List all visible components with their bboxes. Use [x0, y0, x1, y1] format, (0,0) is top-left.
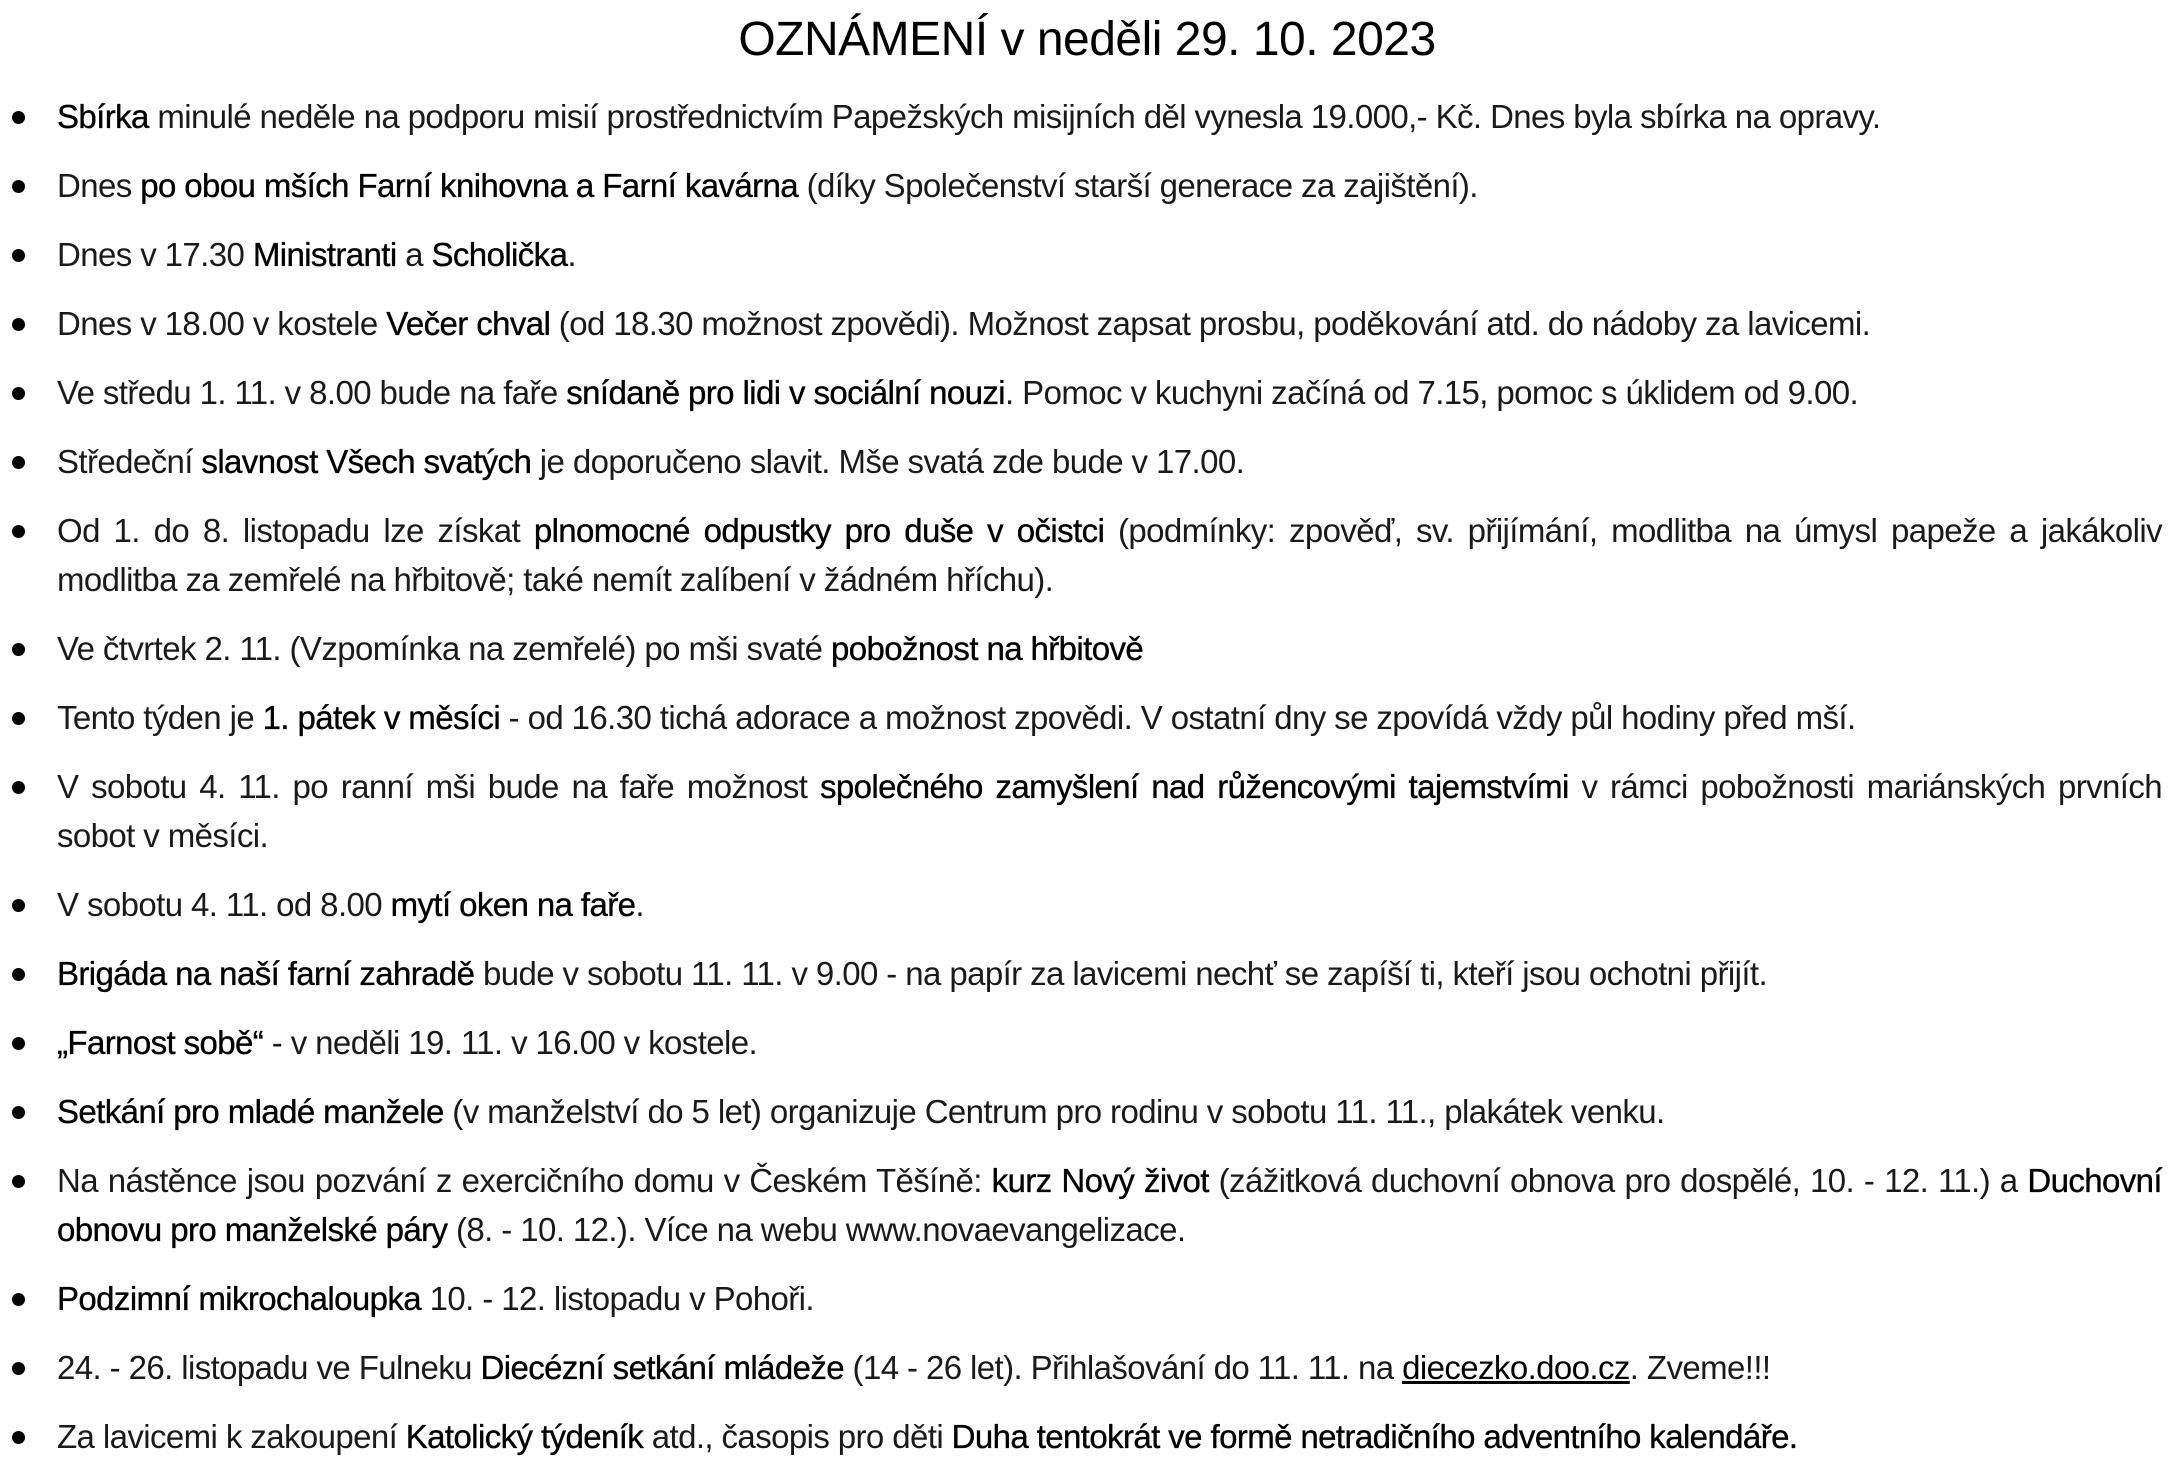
body-text: . Zveme!!!: [1629, 1349, 1771, 1386]
emphasized-text: snídaně pro lidi v sociální nouzi: [566, 374, 1006, 411]
body-text: Od 1. do 8. listopadu lze získat: [57, 512, 534, 549]
link[interactable]: diecezko.doo.cz: [1402, 1349, 1630, 1386]
emphasized-text: „Farnost sobě“: [57, 1024, 264, 1061]
bullet-icon: [12, 712, 25, 725]
emphasized-text: pobožnost na hřbitově: [831, 630, 1144, 667]
announcement-item: [12, 762, 2162, 860]
body-text: minulé neděle na podporu misií prostřednictvím Papežských misijních děl vynesla 19.000,- Kč. Dnes byla sbírka na opravy.: [148, 98, 1881, 135]
body-text: .: [567, 236, 576, 273]
body-text: . Pomoc v kuchyni začíná od 7.15, pomoc s úklidem od 9.00.: [1005, 374, 1859, 411]
body-text: - od 16.30 tichá adorace a možnost zpovědi. V ostatní dny se zpovídá vždy půl hodiny před mší.: [500, 699, 1856, 736]
announcement-item: [12, 693, 2162, 742]
emphasized-text: Duchovní obnovu pro manželské páry: [57, 1162, 2162, 1248]
body-text: atd., časopis pro děti: [643, 1418, 952, 1455]
bullet-icon: [12, 643, 25, 656]
bullet-icon: [12, 781, 25, 794]
emphasized-text: Duha tentokrát ve formě netradičního adventního kalendáře.: [951, 1418, 1798, 1455]
bullet-icon: [12, 111, 25, 124]
bullet-icon: [12, 968, 25, 981]
body-text: V sobotu 4. 11. po ranní mši bude na faře možnost: [57, 768, 820, 805]
body-text: Dnes v 18.00 v kostele: [57, 305, 387, 342]
bullet-icon: [12, 387, 25, 400]
announcement-item: [12, 880, 2162, 929]
bullet-icon: [12, 318, 25, 331]
body-text: (v manželství do 5 let) organizuje Centrum pro rodinu v sobotu 11. 11., plakátek venku.: [443, 1093, 1665, 1130]
emphasized-text: Katolický týdeník: [405, 1418, 644, 1455]
announcement-list: [12, 92, 2162, 1461]
body-text: (podmínky: zpověď, sv. přijímání, modlitba na úmysl papeže a jakákoliv modlitba za zemřelé na hřbitově; také nemít zalíbení v žádném hříchu).: [57, 512, 2162, 598]
body-text: a: [396, 236, 432, 273]
announcement-item: [12, 1412, 2162, 1461]
announcement-item: [12, 949, 2162, 998]
body-text: Tento týden je: [57, 699, 263, 736]
body-text: (díky Společenství starší generace za zajištění).: [798, 167, 1478, 204]
announcement-item: [12, 161, 2162, 210]
announcement-item: [12, 506, 2162, 604]
emphasized-text: po obou mších Farní knihovna a Farní kavárna: [140, 167, 799, 204]
announcement-item: [12, 1018, 2162, 1067]
body-text: - v neděli 19. 11. v 16.00 v kostele.: [263, 1024, 758, 1061]
emphasized-text: plnomocné odpustky pro duše v očistci: [533, 512, 1105, 549]
body-text: Středeční: [57, 443, 202, 480]
body-text: Dnes v 17.30: [57, 236, 253, 273]
bullet-icon: [12, 525, 25, 538]
body-text: 10. - 12. listopadu v Pohoři.: [421, 1280, 814, 1317]
bullet-icon: [12, 1431, 25, 1444]
bullet-icon: [12, 1106, 25, 1119]
body-text: V sobotu 4. 11. od 8.00: [57, 886, 391, 923]
emphasized-text: Podzimní mikrochaloupka: [57, 1280, 422, 1317]
announcement-item: [12, 230, 2162, 279]
bullet-icon: [12, 1037, 25, 1050]
body-text: Za lavicemi k zakoupení: [57, 1418, 406, 1455]
body-text: Na nástěnce jsou pozvání z exercičního domu v Českém Těšíně:: [57, 1162, 992, 1199]
announcement-item: [12, 1156, 2162, 1254]
body-text: (14 - 26 let). Přihlašování do 11. 11. na: [843, 1349, 1403, 1386]
emphasized-text: Sbírka: [57, 98, 149, 135]
emphasized-text: kurz Nový život: [991, 1162, 1209, 1199]
announcement-item: [12, 1274, 2162, 1323]
bullet-icon: [12, 1175, 25, 1188]
body-text: (8. - 10. 12.). Více na webu www.novaevangelizace.: [447, 1211, 1186, 1248]
announcement-item: [12, 299, 2162, 348]
body-text: .: [635, 886, 644, 923]
emphasized-text: Setkání pro mladé manžele: [57, 1093, 444, 1130]
body-text: (od 18.30 možnost zpovědi). Možnost zapsat prosbu, poděkování atd. do nádoby za lavicemi.: [550, 305, 1871, 342]
bullet-icon: [12, 249, 25, 262]
announcement-item: [12, 1087, 2162, 1136]
bullet-icon: [12, 1293, 25, 1306]
announcement-item: [12, 92, 2162, 141]
body-text: Ve středu 1. 11. v 8.00 bude na faře: [57, 374, 567, 411]
body-text: v rámci pobožnosti mariánských prvních sobot v měsíci.: [57, 768, 2162, 854]
emphasized-text: společného zamyšlení nad růžencovými tajemstvími: [820, 768, 1569, 805]
announcement-item: [12, 437, 2162, 486]
body-text: je doporučeno slavit. Mše svatá zde bude v 17.00.: [531, 443, 1245, 480]
bullet-icon: [12, 180, 25, 193]
announcement-item: [12, 624, 2162, 673]
body-text: bude v sobotu 11. 11. v 9.00 - na papír za lavicemi nechť se zapíší ti, kteří jsou ochotni přijít.: [474, 955, 1768, 992]
body-text: (zážitková duchovní obnova pro dospělé, 10. - 12. 11.) a: [1208, 1162, 2028, 1199]
page-title: OZNÁMENÍ v neděli 29. 10. 2023: [738, 13, 1436, 66]
emphasized-text: mytí oken na faře: [390, 886, 636, 923]
bullet-icon: [12, 1362, 25, 1375]
emphasized-text: Diecézní setkání mládeže: [480, 1349, 844, 1386]
emphasized-text: Večer chval: [386, 305, 551, 342]
announcement-item: [12, 1343, 2162, 1392]
emphasized-text: 1. pátek v měsíci: [262, 699, 501, 736]
announcement-item: [12, 368, 2162, 417]
bullet-icon: [12, 456, 25, 469]
emphasized-text: slavnost Všech svatých: [201, 443, 532, 480]
bullet-icon: [12, 899, 25, 912]
emphasized-text: Scholička: [431, 236, 568, 273]
body-text: 24. - 26. listopadu ve Fulneku: [57, 1349, 481, 1386]
body-text: Dnes: [57, 167, 141, 204]
emphasized-text: Brigáda na naší farní zahradě: [57, 955, 475, 992]
body-text: Ve čtvrtek 2. 11. (Vzpomínka na zemřelé) po mši svaté: [57, 630, 831, 667]
emphasized-text: Ministranti: [252, 236, 397, 273]
